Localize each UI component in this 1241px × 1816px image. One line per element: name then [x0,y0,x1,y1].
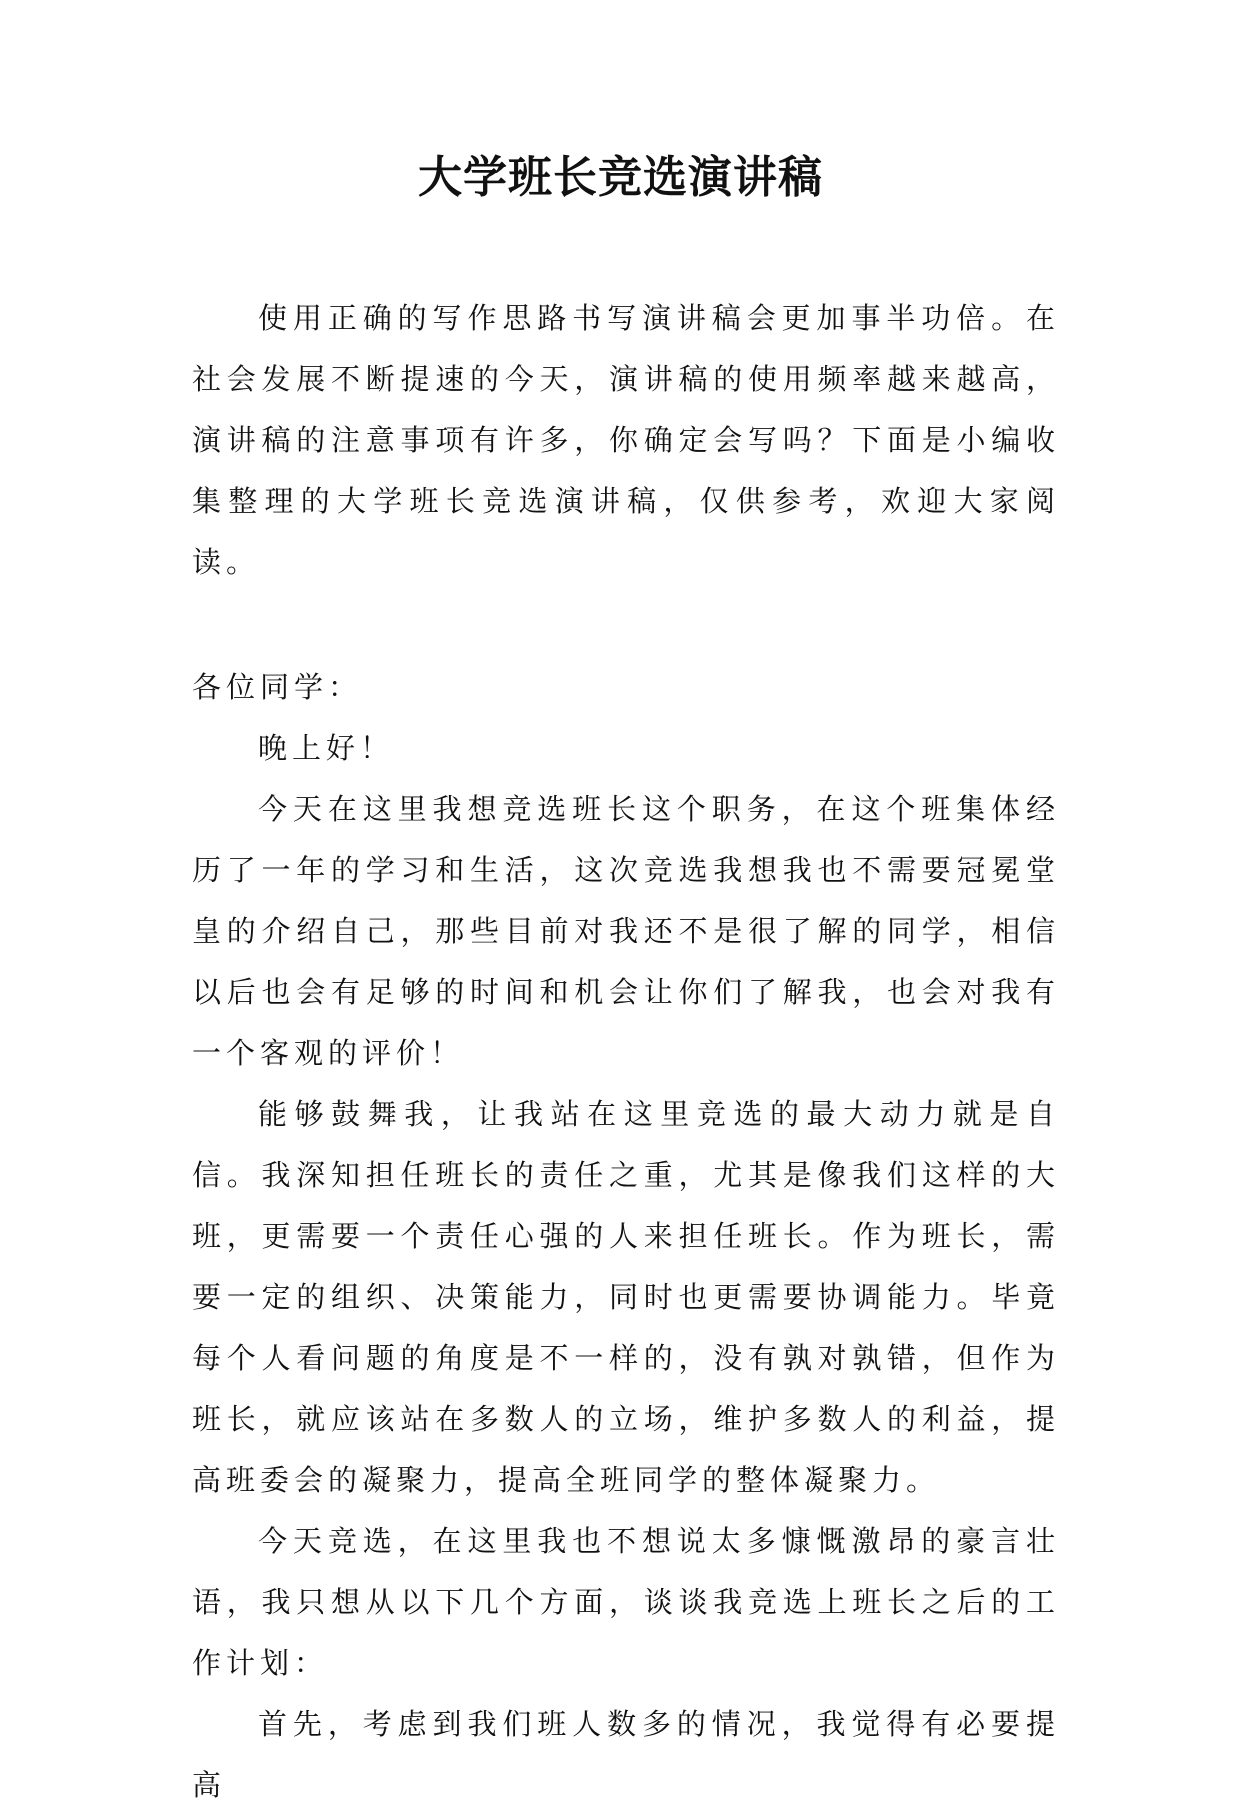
intro-paragraph: 使用正确的写作思路书写演讲稿会更加事半功倍。在社会发展不断提速的今天，演讲稿的使用频率越来越高，演讲稿的注意事项有许多，你确定会写吗？下面是小编收集整理的大学班长竞选演讲稿，仅供参考，欢迎大家阅读。 [192,301,1060,579]
body-paragraph-3: 今天竞选，在这里我也不想说太多慷慨激昂的豪言壮语，我只想从以下几个方面，谈谈我竞选上班长之后的工作计划： [192,1524,1060,1680]
document-body [192,288,1060,1816]
body-paragraph-4: 首先，考虑到我们班人数多的情况，我觉得有必要提高 [192,1707,1060,1802]
body-paragraph-2: 能够鼓舞我，让我站在这里竞选的最大动力就是自信。我深知担任班长的责任之重，尤其是像我们这样的大班，更需要一个责任心强的人来担任班长。作为班长，需要一定的组织、决策能力，同时也更需要协调能力。毕竟每个人看问题的角度是不一样的，没有孰对孰错，但作为班长，就应该站在多数人的立场，维护多数人的利益，提高班委会的凝聚力，提高全班同学的整体凝聚力。 [192,1097,1060,1497]
document-title: 大学班长竞选演讲稿 [418,152,823,203]
section-spacer [192,593,1060,657]
salutation: 各位同学： [192,670,363,704]
body-paragraph-1: 今天在这里我想竞选班长这个职务，在这个班集体经历了一年的学习和生活，这次竞选我想我也不需要冠冕堂皇的介绍自己，那些目前对我还不是很了解的同学，相信以后也会有足够的时间和机会让你们了解我，也会对我有一个客观的评价！ [192,792,1060,1070]
greeting: 晚上好！ [258,731,395,765]
